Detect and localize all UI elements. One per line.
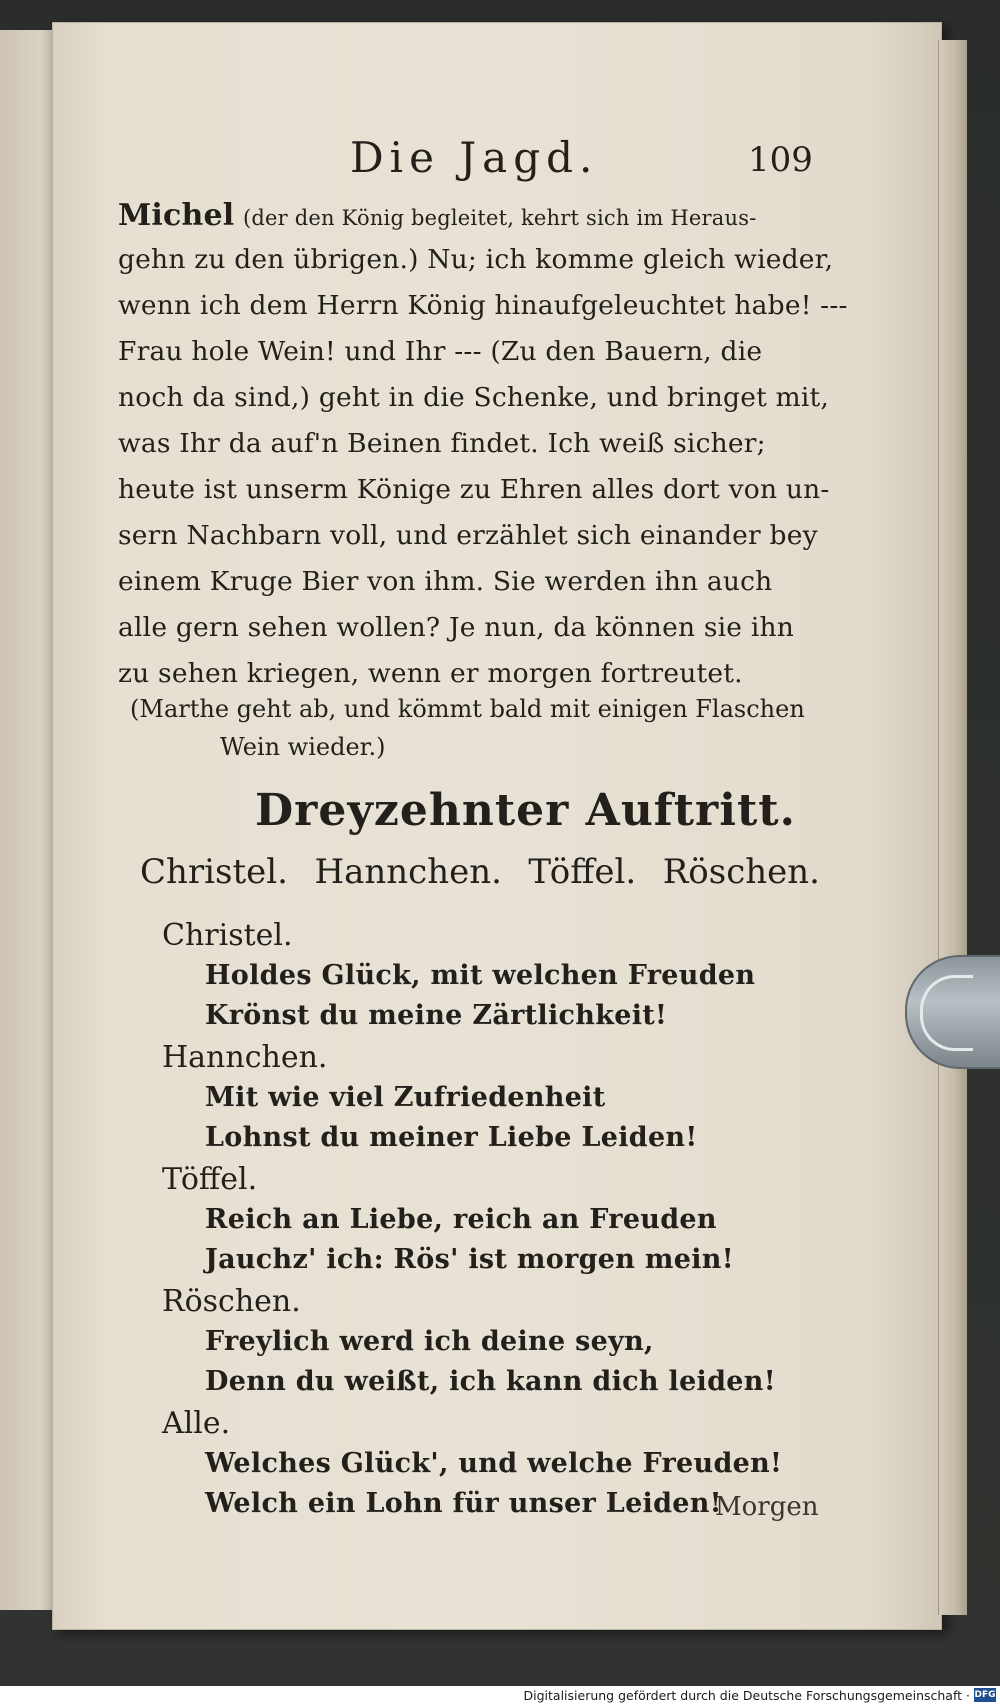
stage-note: (der den König begleitet, kehrt sich im Heraus- [243,206,757,230]
page-number: 109 [748,140,813,180]
body-line-8: sern Nachbarn voll, und erzählet sich einander bey [118,520,818,551]
verse-line: Denn du weißt, ich kann dich leiden! [205,1366,776,1397]
catchword: Morgen [715,1492,819,1522]
verse-line: Freylich werd ich deine seyn, [205,1326,654,1357]
verse-line: Lohnst du meiner Liebe Leiden! [205,1122,698,1153]
body-line-10: alle gern sehen wollen? Je nun, da können sie ihn [118,612,795,643]
verse-line: Krönst du meine Zärtlichkeit! [205,1000,668,1031]
verse-speaker-christel: Christel. [162,918,293,953]
body-line-1 [118,198,818,233]
body-line-2: gehn zu den übrigen.) Nu; ich komme gleich wieder, [118,244,834,275]
verse-speaker-toeffel: Töffel. [162,1162,258,1197]
character-list [140,852,820,892]
stage-direction-line-1: (Marthe geht ab, und kömmt bald mit einigen Flaschen [130,695,805,723]
verse-speaker-hannchen: Hannchen. [162,1040,328,1075]
running-title: Die Jagd. [350,133,599,182]
character-roeschen: Röschen. [662,852,820,892]
body-line-6: was Ihr da auf'n Beinen findet. Ich weiß sicher; [118,428,766,459]
verse-line: Welch ein Lohn für unser Leiden! [205,1488,722,1519]
verse-line: Reich an Liebe, reich an Freuden [205,1204,717,1235]
verse-line: Welches Glück', und welche Freuden! [205,1448,783,1479]
body-line-3: wenn ich dem Herrn König hinaufgeleuchtet habe! --- [118,290,848,321]
body-line-5: noch da sind,) geht in die Schenke, und bringet mit, [118,382,830,413]
stage-direction-line-2: Wein wieder.) [220,733,386,761]
verse-speaker-roeschen: Röschen. [162,1284,301,1319]
body-line-9: einem Kruge Bier von ihm. Sie werden ihn auch [118,566,773,597]
verse-speaker-alle: Alle. [162,1406,231,1441]
scene-heading: Dreyzehnter Auftritt. [255,785,796,836]
verse-line: Holdes Glück, mit welchen Freuden [205,960,756,991]
verse-line: Jauchz' ich: Rös' ist morgen mein! [205,1244,734,1275]
verse-line: Mit wie viel Zufriedenheit [205,1082,606,1113]
character-toeffel: Töffel. [528,852,637,892]
digitization-credit: Digitalisierung gefördert durch die Deutsche Forschungsgemeinschaft · [523,1688,970,1703]
speaker-michel: Michel [118,198,235,233]
body-line-7: heute ist unserm Könige zu Ehren alles dort von un- [118,474,830,505]
character-christel: Christel. [140,852,288,892]
body-line-4: Frau hole Wein! und Ihr --- (Zu den Bauern, die [118,336,763,367]
body-line-11: zu sehen kriegen, wenn er morgen fortreutet. [118,658,743,689]
dfg-logo-icon: DFG [974,1690,996,1700]
character-hannchen: Hannchen. [314,852,502,892]
